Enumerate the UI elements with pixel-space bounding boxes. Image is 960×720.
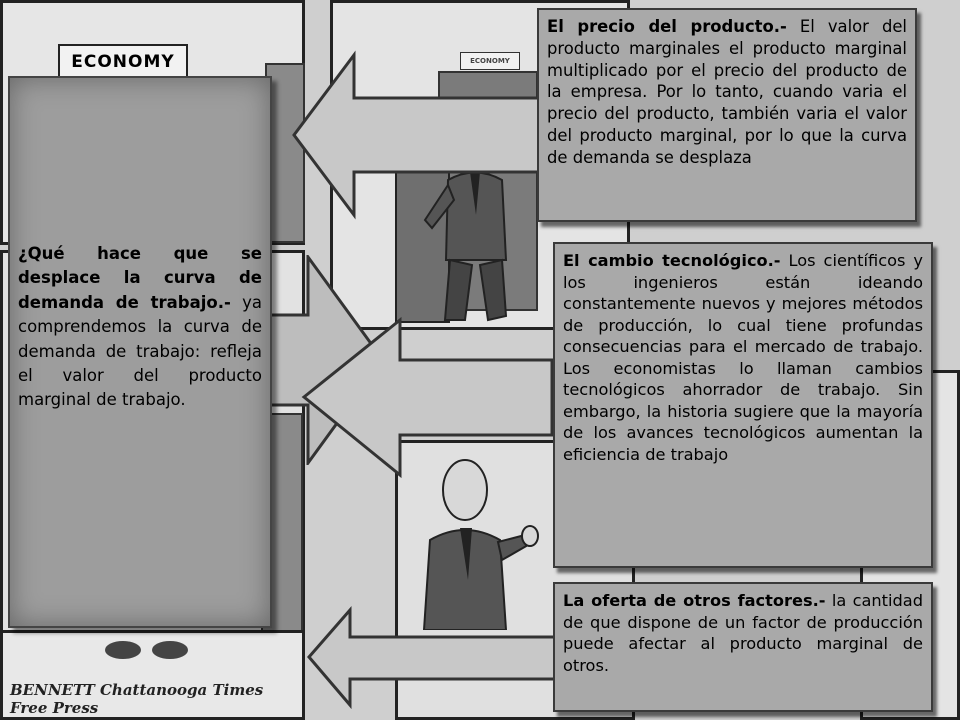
- desplazamiento-body: ya comprendemos la curva de demanda de trabajo: refleja el valor del producto marginal de trabajo.: [18, 292, 262, 410]
- desplazamiento-demanda-box: [8, 76, 272, 628]
- arrow-to-cambio: [300, 315, 555, 480]
- arrow-to-oferta: [305, 605, 560, 710]
- cartoon-credit: BENNETT Chattanooga Times Free Press: [10, 681, 264, 717]
- desplazamiento-title: ¿Qué hace que se desplace la curva de demanda de trabajo.-: [18, 244, 262, 312]
- feet-illustration: [95, 630, 205, 670]
- precio-producto-title: El precio del producto.-: [547, 17, 787, 36]
- precio-producto-body: El valor del producto marginales el producto marginal multiplicado por el precio del producto de la empresa. Por lo tanto, cuando varia el precio del producto, también varia el valor del producto marginal, por lo que la curva de demanda se desplaza: [547, 17, 907, 167]
- oferta-factores-body: la cantidad de que dispone de un factor de producción puede afectar al producto marginal de otros.: [563, 591, 923, 675]
- oferta-factores-box: [553, 582, 933, 712]
- economy-sign: ECONOMY: [58, 44, 188, 80]
- cambio-tecnologico-box: [553, 242, 933, 568]
- cambio-tecnologico-title: El cambio tecnológico.-: [563, 251, 781, 270]
- cambio-tecnologico-body: Los científicos y los ingenieros están ideando constantemente nuevos y mejores métodos de producción, lo cual tiene profundas consecuencias para el mercado de trabajo. Los economistas lo llaman cambios tecnológicos ahorrador de trabajo. Sin embargo, la historia sugiere que la mayoría de los avances tecnológicos aumentan la eficiencia de trabajo: [563, 251, 923, 464]
- arrow-to-precio: [290, 50, 550, 220]
- economy-sign-small: ECONOMY: [460, 52, 520, 70]
- precio-producto-box: [537, 8, 917, 222]
- oferta-factores-title: La oferta de otros factores.-: [563, 591, 826, 610]
